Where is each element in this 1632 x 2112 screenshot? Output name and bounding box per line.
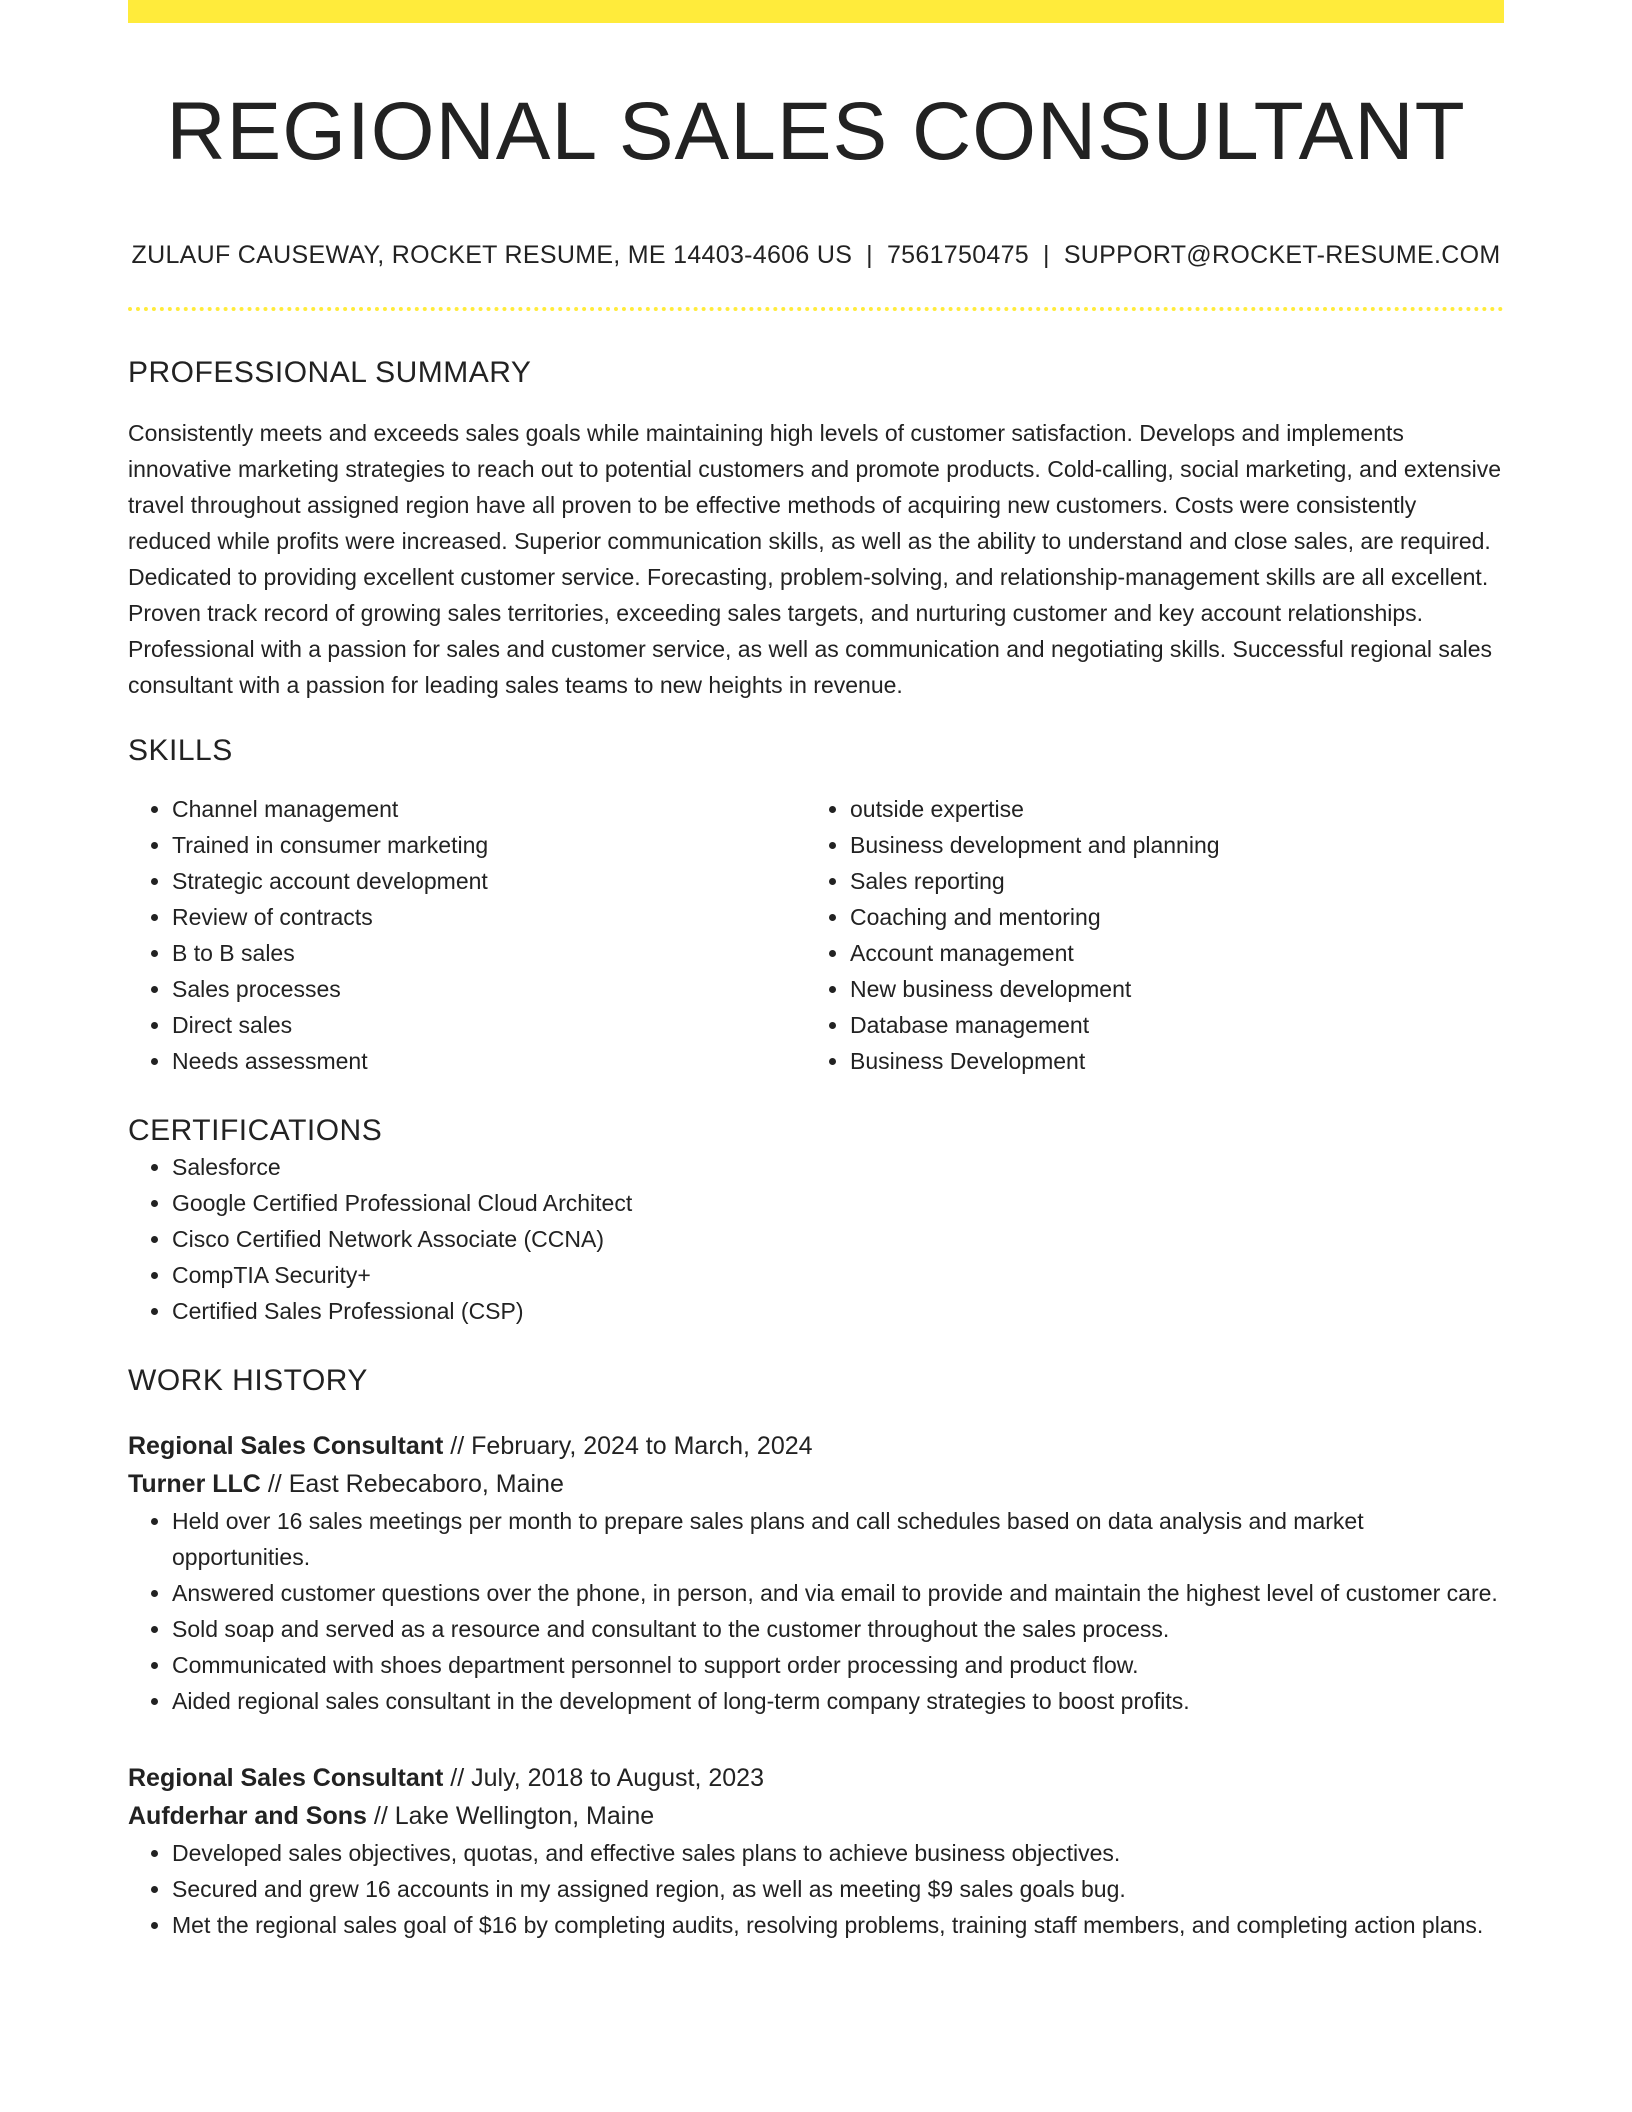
skill-item: • Trained in consumer marketing <box>172 827 806 863</box>
skill-item: • Review of contracts <box>172 899 806 935</box>
skills-list-right <box>806 791 1484 1079</box>
skill-item: • Sales processes <box>172 971 806 1007</box>
skill-item: • Business development and planning <box>850 827 1484 863</box>
skills-columns <box>128 791 1504 1079</box>
skill-item: • Business Development <box>850 1043 1484 1079</box>
job-company-line <box>128 1465 1504 1503</box>
certification-item: • CompTIA Security+ <box>172 1257 1504 1293</box>
skill-item: • Channel management <box>172 791 806 827</box>
job-title: Regional Sales Consultant <box>128 1764 444 1793</box>
skill-item: • Database management <box>850 1007 1484 1043</box>
summary-text: Consistently meets and exceeds sales goals while maintaining high levels of customer satisfaction. Develops and implements innovative marketing strategies to reach out to potential customers and promote products. Cold-calling, social marketing, and extensive travel throughout assigned region have all proven to be effective methods of acquiring new customers. Costs were consistently reduced while profits were increased. Superior communication skills, as well as the ability to understand and close sales, are required. Dedicated to providing excellent customer service. Forecasting, problem-solving, and relationship-management skills are all excellent. Proven track record of growing sales territories, exceeding sales targets, and nurturing customer and key account relationships. Professional with a passion for sales and customer service, as well as communication and negotiating skills. Successful regional sales consultant with a passion for leading sales teams to new heights in revenue. <box>128 420 1502 699</box>
job-location: Lake Wellington, Maine <box>394 1802 655 1831</box>
summary-heading: PROFESSIONAL SUMMARY <box>128 356 532 390</box>
contact-email: SUPPORT@ROCKET-RESUME.COM <box>1063 241 1501 270</box>
certification-item: • Salesforce <box>172 1149 1504 1185</box>
skill-item: • outside expertise <box>850 791 1484 827</box>
certification-item: • Cisco Certified Network Associate (CCNA) <box>172 1221 1504 1257</box>
skills-column-right <box>806 791 1484 1079</box>
job-duties-list <box>128 1835 1504 1943</box>
job-title-line <box>128 1759 1504 1797</box>
job-company: Turner LLC <box>128 1470 261 1499</box>
skills-column-left <box>128 791 806 1079</box>
job-title: Regional Sales Consultant <box>128 1432 444 1461</box>
job-duties-list <box>128 1503 1504 1719</box>
job-duty: • Developed sales objectives, quotas, and effective sales plans to achieve business objectives. <box>172 1835 1504 1871</box>
skills-list-left <box>128 791 806 1079</box>
job-duty: • Secured and grew 16 accounts in my assigned region, as well as meeting $9 sales goals bug. <box>172 1871 1504 1907</box>
job-duty: • Held over 16 sales meetings per month to prepare sales plans and call schedules based on data analysis and market opportunities. <box>172 1503 1504 1575</box>
contact-phone: 7561750475 <box>886 241 1030 270</box>
skill-item: • Strategic account development <box>172 863 806 899</box>
job-duty: • Met the regional sales goal of $16 by completing audits, resolving problems, training staff members, and completing action plans. <box>172 1907 1504 1943</box>
certification-item: • Certified Sales Professional (CSP) <box>172 1293 1504 1329</box>
job-company: Aufderhar and Sons <box>128 1802 367 1831</box>
job-title-line <box>128 1427 1504 1465</box>
job-company-line <box>128 1797 1504 1835</box>
job-duty: • Aided regional sales consultant in the development of long-term company strategies to boost profits. <box>172 1683 1504 1719</box>
date-separator: // <box>450 1432 465 1461</box>
skill-item: • B to B sales <box>172 935 806 971</box>
resume-title: REGIONAL SALES CONSULTANT <box>166 86 1466 177</box>
skill-item: • Account management <box>850 935 1484 971</box>
skill-item: • Direct sales <box>172 1007 806 1043</box>
job-duty: • Sold soap and served as a resource and consultant to the customer throughout the sales process. <box>172 1611 1504 1647</box>
skill-item: • New business development <box>850 971 1484 1007</box>
skill-item: • Needs assessment <box>172 1043 806 1079</box>
job-entry <box>128 1759 1504 1943</box>
contact-line <box>128 241 1504 270</box>
location-separator: // <box>267 1470 282 1499</box>
certification-item: • Google Certified Professional Cloud Architect <box>172 1185 1504 1221</box>
date-separator: // <box>450 1764 465 1793</box>
job-entry <box>128 1427 1504 1719</box>
job-location: East Rebecaboro, Maine <box>288 1470 564 1499</box>
job-dates: July, 2018 to August, 2023 <box>471 1764 764 1793</box>
contact-separator: | <box>866 241 873 270</box>
header-divider <box>128 307 1504 311</box>
certifications-list <box>128 1149 1504 1329</box>
skill-item: • Coaching and mentoring <box>850 899 1484 935</box>
contact-separator: | <box>1043 241 1050 270</box>
certifications-heading: CERTIFICATIONS <box>128 1114 383 1148</box>
job-dates: February, 2024 to March, 2024 <box>471 1432 813 1461</box>
location-separator: // <box>373 1802 388 1831</box>
skill-item: • Sales reporting <box>850 863 1484 899</box>
skills-heading: SKILLS <box>128 734 233 768</box>
job-duty: • Communicated with shoes department personnel to support order processing and product flow. <box>172 1647 1504 1683</box>
top-accent-bar <box>128 0 1504 23</box>
job-duty: • Answered customer questions over the phone, in person, and via email to provide and maintain the highest level of customer care. <box>172 1575 1504 1611</box>
contact-address: ZULAUF CAUSEWAY, ROCKET RESUME, ME 14403-4606 US <box>131 241 853 270</box>
resume-page <box>128 0 1504 1943</box>
work-history-heading: WORK HISTORY <box>128 1364 368 1398</box>
